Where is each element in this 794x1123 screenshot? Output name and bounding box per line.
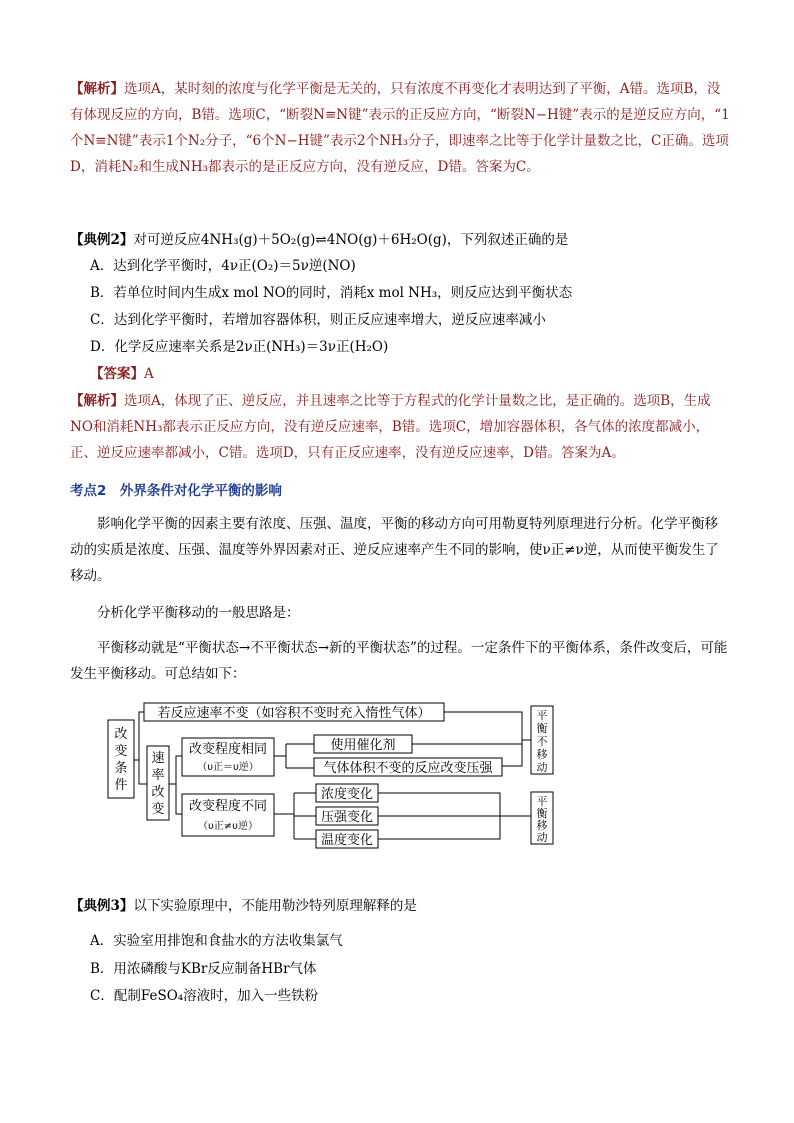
option-b: B．若单位时间内生成x mol NO的同时，消耗x mol NH₃，则反应达到平衡状态 (90, 285, 573, 301)
conc-change-label: 浓度变化 (320, 787, 374, 802)
example-question: 以下实验原理中，不能用勒沙特列原理解释的是 (133, 898, 417, 914)
analysis-text: 选项A，某时刻的浓度与化学平衡是无关的，只有浓度不再变化才表明达到了平衡，A错。选项B，没有体现反应的方向，B错。选项C，“断裂N≡N键”表示的正反应方向，“断裂N−H键”表示的是逆反应方向，“1个N≡N键”表示1个N₂分子，“6个N−H键”表示2个NH₃分子，即速率之比等于化学计量数之比，C正确。选项D，消耗N₂和生成NH₃都表示的是正反应方向，没有逆反应，D错。答案为C。 (70, 81, 730, 175)
diagram-label: 速 (151, 751, 165, 766)
option-b: B．用浓磷酸与KBr反应制备HBr气体 (90, 961, 317, 977)
same-degree-label: 改变程度相同 (188, 742, 268, 757)
example-3-question (70, 893, 730, 919)
diagram-label: 件 (114, 778, 128, 793)
temp-change-label: 温度变化 (320, 833, 374, 848)
section-title: 考点2 外界条件对化学平衡的影响 (70, 483, 282, 499)
diagram-label: 移 (536, 819, 548, 832)
diagram-label: 改 (151, 785, 165, 800)
diagram-label: 平 (536, 709, 548, 722)
diagram-label: 衡 (536, 722, 548, 735)
analysis-2 (70, 388, 730, 466)
diagram-label: 平 (536, 795, 548, 808)
example-tag: 【典例3】 (70, 898, 134, 914)
diagram-label: 变 (151, 802, 165, 817)
same-degree-sub-label: （υ正＝υ逆） (197, 762, 259, 773)
diagram-label: 移 (536, 748, 548, 761)
option-c: C．达到化学平衡时，若增加容器体积，则正反应速率增大，逆反应速率减小 (90, 312, 546, 328)
diff-degree-label: 改变程度不同 (188, 799, 268, 814)
pressure-same-volume-label: 气体体积不变的反应改变压强 (323, 761, 493, 776)
diagram-label: 变 (114, 744, 128, 759)
option-a: A．达到化学平衡时，4ν正(O₂)＝5ν逆(NO) (90, 258, 356, 274)
section-paragraph-3: 平衡移动就是“平衡状态→不平衡状态→新的平衡状态”的过程。一定条件下的平衡体系，条件改变后，可能发生平衡移动。可总结如下： (70, 640, 728, 682)
answer-2 (90, 361, 730, 387)
example-question: 对可逆反应4NH₃(g)＋5O₂(g)⇌4NO(g)＋6H₂O(g)，下列叙述正确的是 (133, 232, 569, 248)
example-tag: 【典例2】 (70, 232, 134, 248)
diagram-label: 衡 (536, 807, 548, 820)
option-a: A．实验室用排饱和食盐水的方法收集氯气 (90, 933, 343, 949)
option-c: C．配制FeSO₄溶液时，加入一些铁粉 (90, 988, 319, 1004)
rate-unchanged-label: 若反应速率不变（如容积不变时充入惰性气体） (157, 706, 431, 721)
analysis-tag: 【解析】 (70, 81, 124, 97)
option-d: D．化学反应速率关系是2ν正(NH₃)＝3ν正(H₂O) (90, 339, 389, 355)
diagram-label: 动 (536, 831, 548, 844)
diagram-label: 率 (151, 768, 165, 783)
equilibrium-shift-diagram (100, 698, 560, 858)
diagram-label: 动 (536, 761, 548, 774)
answer-tag: 【答案】 (90, 366, 144, 382)
answer-value: A (144, 366, 154, 382)
example-2-question (70, 227, 730, 253)
analysis-tag: 【解析】 (70, 393, 124, 409)
analysis-text: 选项A，体现了正、逆反应，并且速率之比等于方程式的化学计量数之比，是正确的。选项B，生成NO和消耗NH₃都表示正反应方向，没有逆反应速率，B错。选项C，增加容器体积，各气体的浓度都减小，正、逆反应速率都减小，C错。选项D，只有正反应速率，没有逆反应速率，D错。答案为A。 (70, 393, 711, 461)
diff-degree-sub-label: （υ正≠υ逆） (198, 821, 258, 832)
diagram-label: 改 (114, 727, 128, 742)
diagram-label: 不 (536, 735, 548, 748)
section-paragraph-2: 分析化学平衡移动的一般思路是： (97, 605, 300, 621)
pressure-change-label: 压强变化 (320, 810, 374, 825)
analysis-1 (70, 76, 730, 180)
diagram-label: 条 (114, 761, 128, 776)
section-paragraph-1: 影响化学平衡的因素主要有浓度、压强、温度，平衡的移动方向可用勒夏特列原理进行分析。化学平衡移动的实质是浓度、压强、温度等外界因素对正、逆反应速率产生不同的影响，使ν正≠ν逆，从而使平衡发生了移动。 (70, 516, 719, 584)
catalyst-label: 使用催化剂 (330, 738, 396, 753)
